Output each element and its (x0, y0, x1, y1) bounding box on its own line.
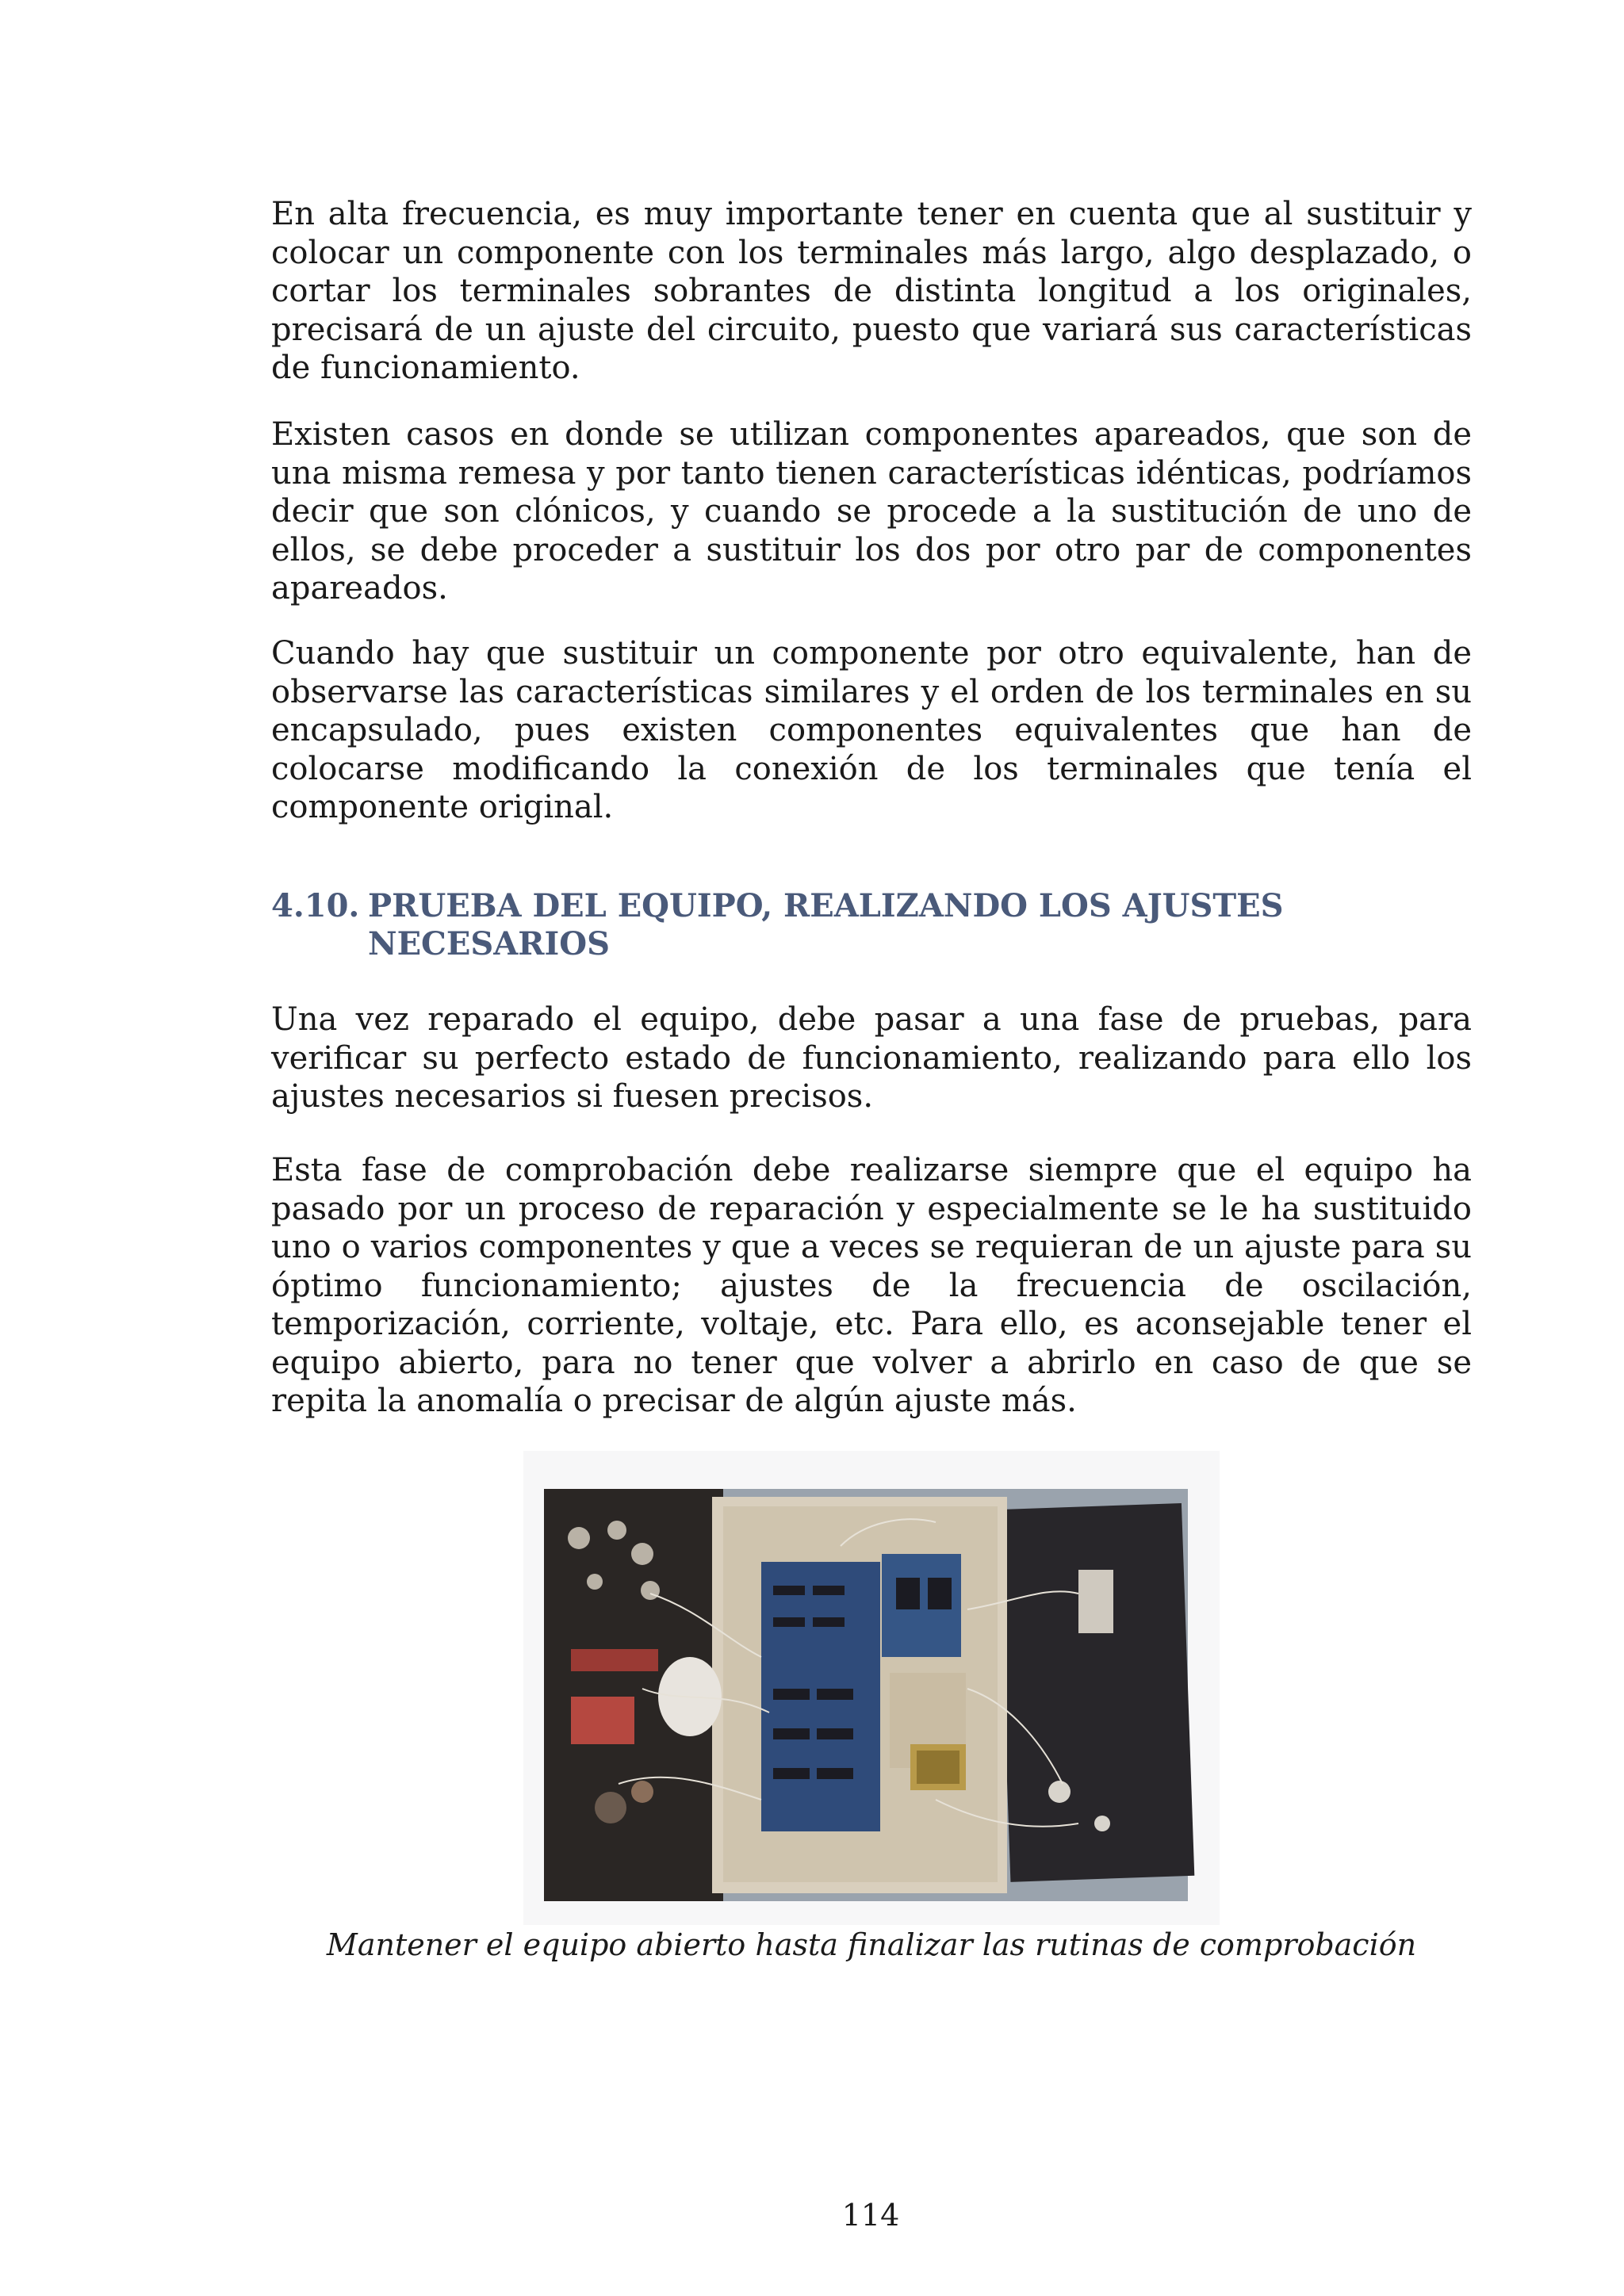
paragraph-4: Una vez reparado el equipo, debe pasar a una fase de pruebas, para verificar su perfecto estado de funcionamiento, realizando para ello los ajustes necesarios si fuesen precisos. (271, 1001, 1472, 1115)
paragraph-5: Esta fase de comprobación debe realizarse siempre que el equipo ha pasado por un proceso de reparación y especialmente se le ha sustituido uno o varios componentes y que a veces se requieran de un ajuste para su óptimo funcionamiento; ajustes de la frecuencia de oscilación, temporización, corriente, voltaje, etc. Para ello, es aconsejable tener el equipo abierto, para no tener que volver a abrirlo en caso de que se repita la anomalía o precisar de algún ajuste más. (271, 1152, 1472, 1419)
page-number: 114 (841, 2198, 900, 2233)
equipment-photo (523, 1451, 1220, 1925)
section-number: 4.10. (271, 887, 360, 924)
figure-caption: Mantener el equipo abierto hasta finalizar las rutinas de comprobación (326, 1927, 1417, 1962)
paragraph-1: En alta frecuencia, es muy importante tener en cuenta que al sustituir y colocar un componente con los terminales más largo, algo desplazado, o cortar los terminales sobrantes de distinta longitud a los originales, precisará de un ajuste del circuito, puesto que variará sus características de funcionamiento. (271, 196, 1472, 386)
paragraph-2: Existen casos en donde se utilizan componentes apareados, que son de una misma remesa y por tanto tienen características idénticas, podríamos decir que son clónicos, y cuando se procede a la sustitución de uno de ellos, se debe proceder a sustituir los dos por otro par de componentes apareados. (271, 416, 1472, 607)
section-heading (271, 887, 1472, 963)
paragraph-3: Cuando hay que sustituir un componente por otro equivalente, han de observarse las características similares y el orden de los terminales en su encapsulado, pues existen componentes equivalentes que han de colocarse modificando la conexión de los terminales que tenía el componente original. (271, 635, 1472, 825)
section-title-line2: NECESARIOS (368, 925, 610, 962)
section-title-line1: PRUEBA DEL EQUIPO, REALIZANDO LOS AJUSTES (368, 887, 1284, 924)
